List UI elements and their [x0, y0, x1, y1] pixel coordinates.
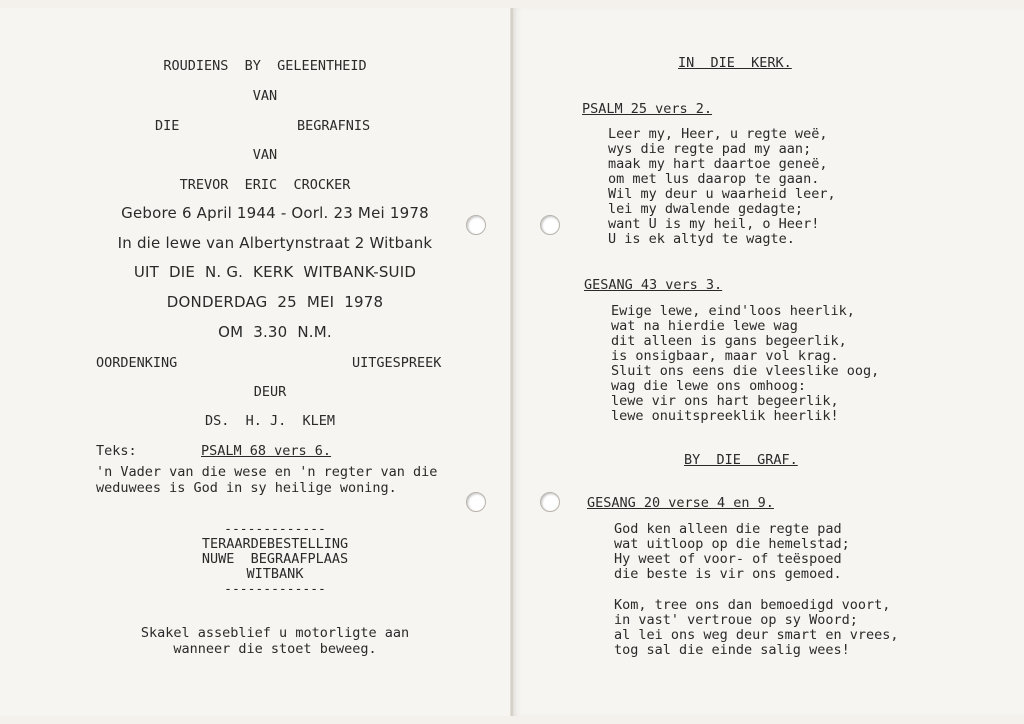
- service-day: DONDERDAG 25 MEI 1978: [166, 293, 384, 311]
- verse-line: wat na hierdie lewe wag: [611, 318, 798, 334]
- punch-hole: [540, 492, 560, 512]
- notice-line-1: Skakel asseblief u motorligte aan: [140, 625, 410, 641]
- oordenking-label: OORDENKING: [96, 355, 178, 371]
- verse-line: Sluit ons eens die vleeslike oog,: [611, 363, 880, 379]
- verse-line: in vast' vertroue op sy Woord;: [614, 612, 858, 628]
- service-time: OM 3.30 N.M.: [218, 323, 332, 341]
- title-begrafnis: BEGRAFNIS: [297, 118, 371, 134]
- verse-line: is onsigbaar, maar vol krag.: [611, 348, 839, 364]
- burial-line-1: TERAARDEBESTELLING: [201, 536, 349, 552]
- verse-line: Kom, tree ons dan bemoedigd voort,: [614, 597, 891, 613]
- page-fold: [510, 8, 514, 716]
- minister: DS. H. J. KLEM: [204, 413, 336, 429]
- gesang-20-title: GESANG 20 verse 4 en 9.: [587, 495, 774, 511]
- verse-line: lewe onuitspreeklik heerlik!: [611, 408, 839, 424]
- burial-line-3: WITBANK: [246, 566, 304, 582]
- title-van-1: VAN: [252, 88, 278, 104]
- divider-bottom: -------------: [224, 582, 326, 597]
- deceased-name: TREVOR ERIC CROCKER: [179, 177, 351, 193]
- birth-death-dates: Gebore 6 April 1944 - Oorl. 23 Mei 1978: [121, 204, 429, 222]
- punch-hole: [540, 215, 560, 235]
- verse-line: al lei ons weg deur smart en vrees,: [614, 627, 899, 643]
- verse-line: want U is my heil, o Heer!: [608, 216, 820, 232]
- verse-line: tog sal die einde salig wees!: [614, 642, 850, 658]
- service-title: ROUDIENS BY GELEENTHEID: [163, 58, 367, 74]
- punch-hole: [466, 492, 486, 512]
- verse-line: wat uitloop op die hemelstad;: [614, 536, 850, 552]
- verse-line: lei my dwalende gedagte;: [608, 201, 804, 217]
- verse-line: Hy weet of voor- of teëspoed: [614, 551, 842, 567]
- verse-line: Leer my, Heer, u regte weë,: [608, 126, 828, 142]
- verse-line: wys die regte pad my aan;: [608, 141, 812, 157]
- verse-line: om met lus daarop te gaan.: [608, 171, 820, 187]
- deur-label: DEUR: [253, 384, 287, 400]
- uitgespreek-label: UITGESPREEK: [352, 355, 442, 371]
- heading-in-die-kerk: IN DIE KERK.: [678, 55, 792, 71]
- divider-top: -------------: [224, 522, 326, 537]
- psalm-25-title: PSALM 25 vers 2.: [582, 101, 713, 117]
- punch-hole: [466, 215, 486, 235]
- verse-line: God ken alleen die regte pad: [614, 521, 842, 537]
- gesang-43-title: GESANG 43 vers 3.: [584, 277, 723, 293]
- verse-line: die beste is vir ons gemoed.: [614, 566, 842, 582]
- residence: In die lewe van Albertynstraat 2 Witbank: [117, 234, 433, 252]
- teks-label: Teks:: [96, 443, 137, 459]
- verse-line: dit alleen is gans begeerlik,: [611, 333, 847, 349]
- teks-line-1: 'n Vader van die wese en 'n regter van die: [96, 464, 438, 480]
- church: UIT DIE N. G. KERK WITBANK-SUID: [133, 263, 417, 281]
- title-die: DIE: [155, 118, 180, 134]
- verse-line: maak my hart daartoe geneë,: [608, 156, 828, 172]
- heading-by-die-graf: BY DIE GRAF.: [684, 452, 798, 468]
- verse-line: lewe vir ons hart begeerlik,: [611, 393, 839, 409]
- teks-reference: PSALM 68 vers 6.: [201, 443, 332, 459]
- verse-line: Ewige lewe, eind'loos heerlik,: [611, 303, 855, 319]
- notice-line-2: wanneer die stoet beweeg.: [173, 641, 377, 657]
- verse-line: Wil my deur u waarheid leer,: [608, 186, 836, 202]
- verse-line: wag die lewe ons omhoog:: [611, 378, 807, 394]
- title-van-2: VAN: [252, 147, 278, 163]
- burial-line-2: NUWE BEGRAAFPLAAS: [201, 551, 349, 567]
- teks-line-2: weduwees is God in sy heilige woning.: [96, 480, 397, 496]
- verse-line: U is ek altyd te wagte.: [608, 231, 795, 247]
